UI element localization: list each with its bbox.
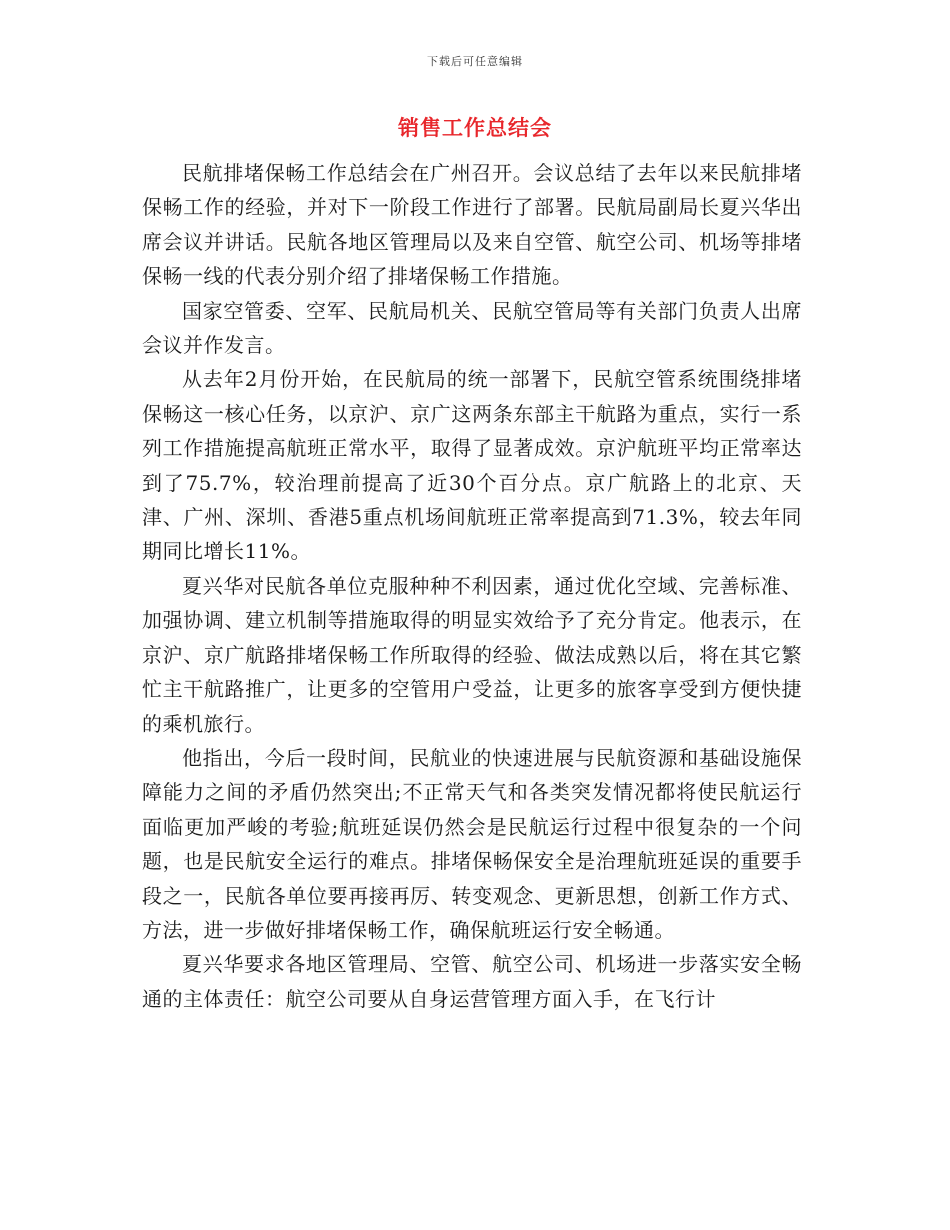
header-note: 下载后可任意编辑 — [427, 55, 523, 68]
paragraph: 他指出，今后一段时间，民航业的快速进展与民航资源和基础设施保障能力之间的矛盾仍然突出;不正常天气和各类突发情况都将使民航运行面临更加严峻的考验;航班延误仍然会是民航运行过程中很复杂的一个问题，也是民航安全运行的难点。排堵保畅保安全是治理航班延误的重要手段之一，民航各单位要再接再厉、转变观念、更新思想，创新工作方式、方法，进一步做好排堵保畅工作，确保航班运行安全畅通。 — [142, 745, 802, 942]
document-title: 销售工作总结会 — [398, 116, 552, 140]
paragraph: 民航排堵保畅工作总结会在广州召开。会议总结了去年以来民航排堵保畅工作的经验，并对下一阶段工作进行了部署。民航局副局长夏兴华出席会议并讲话。民航各地区管理局以及来自空管、航空公司、机场等排堵保畅一线的代表分别介绍了排堵保畅工作措施。 — [142, 161, 802, 289]
paragraph: 国家空管委、空军、民航局机关、民航空管局等有关部门负责人出席会议并作发言。 — [142, 298, 802, 358]
document-body — [142, 156, 802, 1016]
paragraph: 从去年2月份开始，在民航局的统一部署下，民航空管系统围绕排堵保畅这一核心任务，以京沪、京广这两条东部主干航路为重点，实行一系列工作措施提高航班正常水平，取得了显著成效。京沪航班平均正常率达到了75.7%，较治理前提高了近30个百分点。京广航路上的北京、天津、广州、深圳、香港5重点机场间航班正常率提高到71.3%，较去年同期同比增长11%。 — [142, 367, 802, 564]
paragraph: 夏兴华对民航各单位克服种种不利因素，通过优化空域、完善标准、加强协调、建立机制等措施取得的明显实效给予了充分肯定。他表示，在京沪、京广航路排堵保畅工作所取得的经验、做法成熟以后，将在其它繁忙主干航路推广，让更多的空管用户受益，让更多的旅客享受到方便快捷的乘机旅行。 — [142, 573, 802, 736]
paragraph: 夏兴华要求各地区管理局、空管、航空公司、机场进一步落实安全畅通的主体责任：航空公司要从自身运营管理方面入手，在飞行计 — [142, 952, 802, 1011]
